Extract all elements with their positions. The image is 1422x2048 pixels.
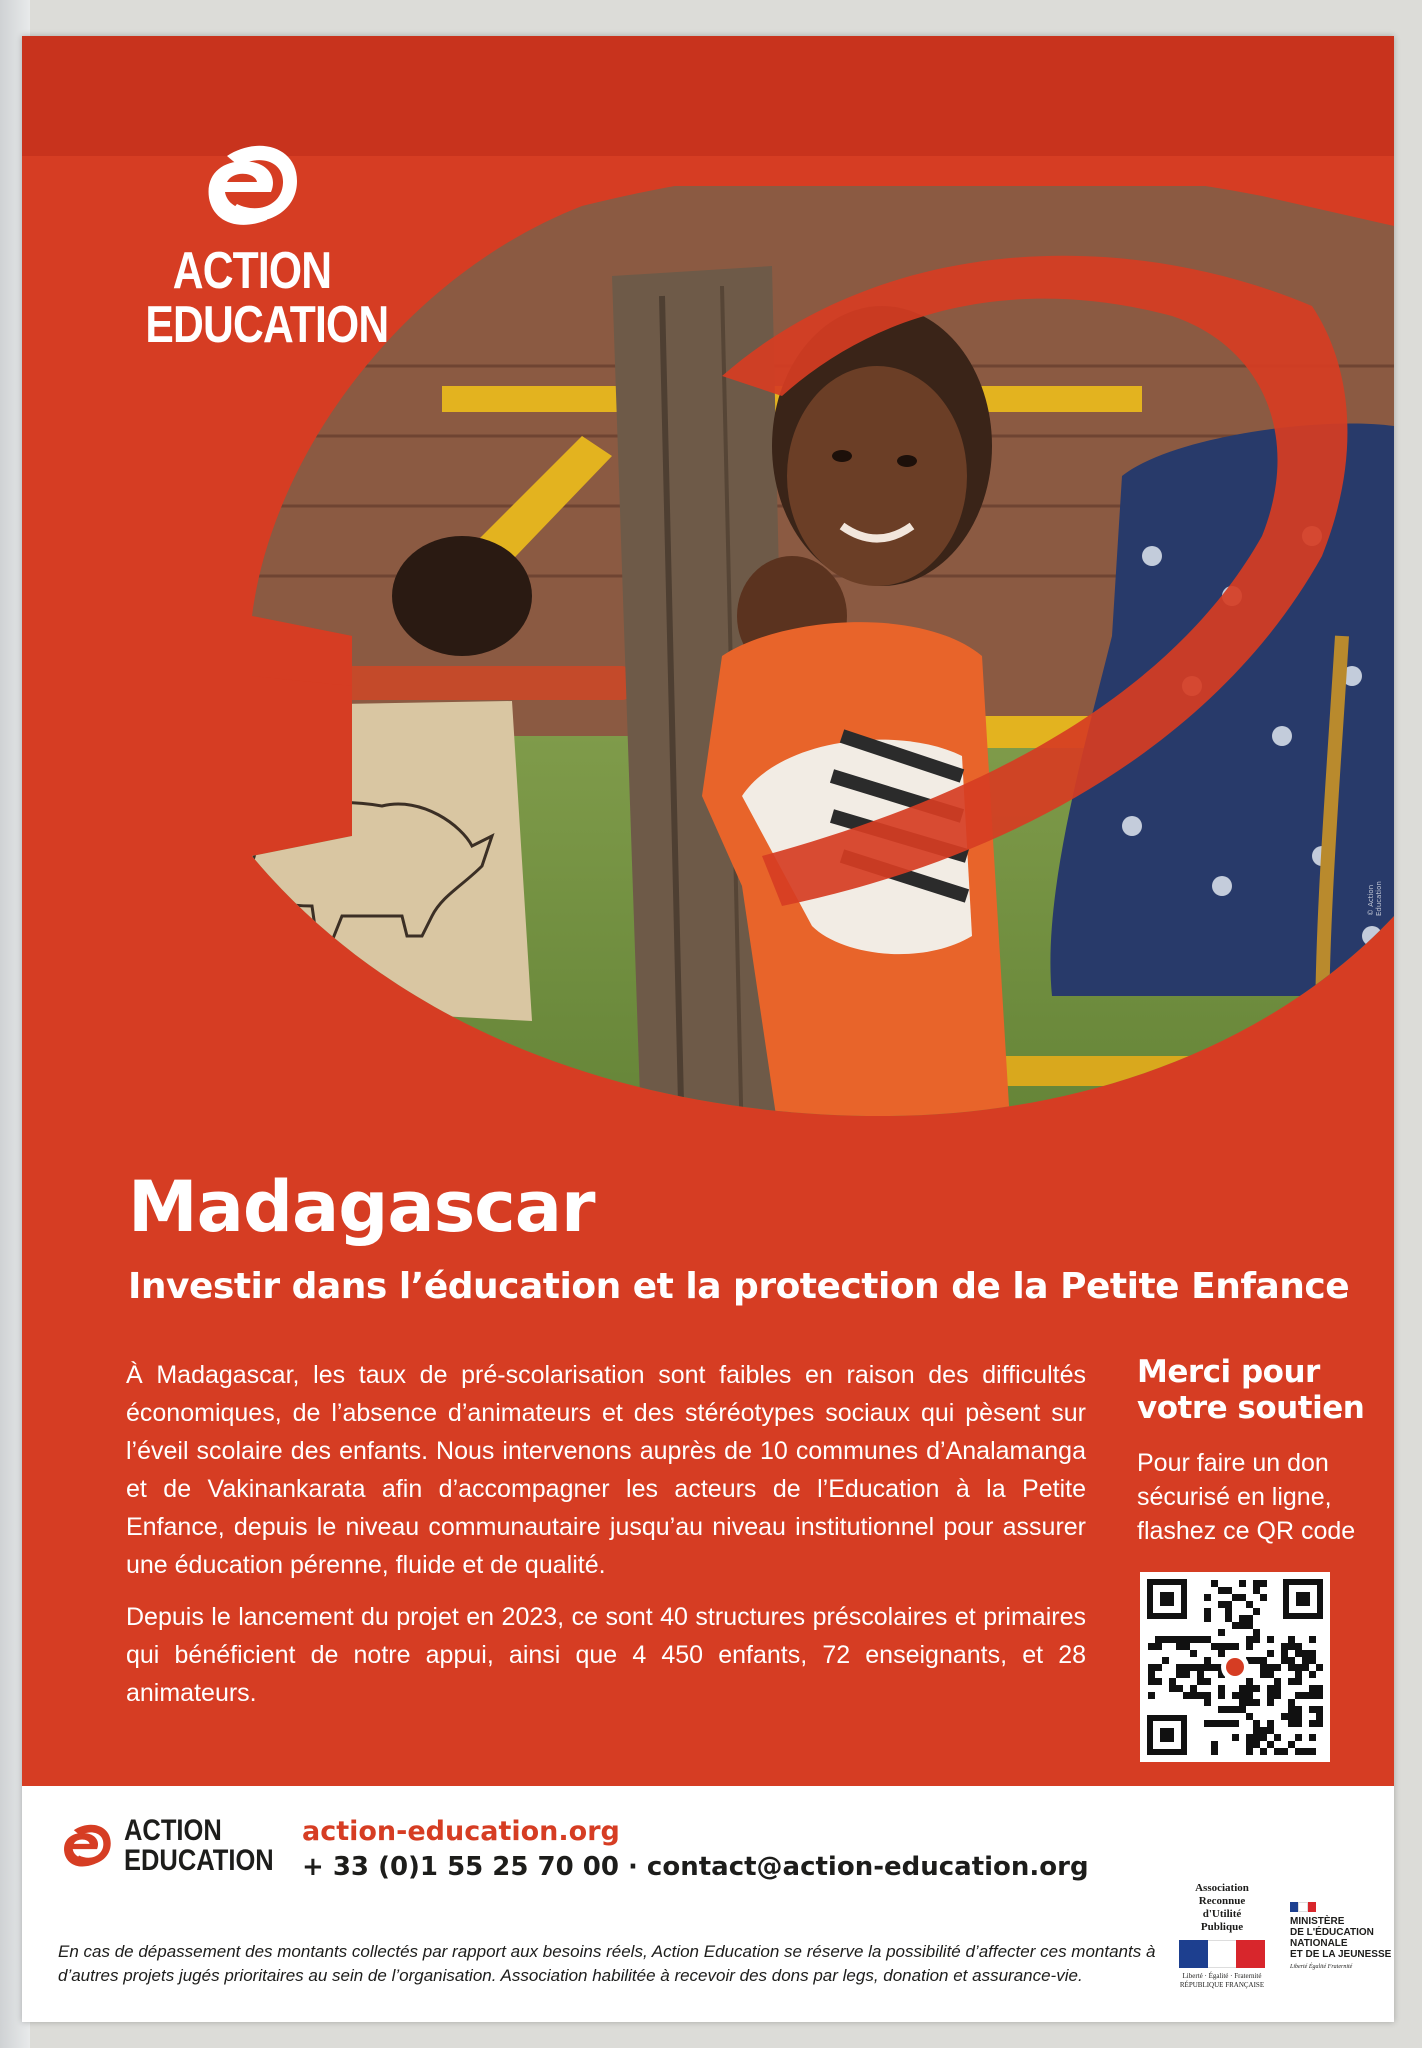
qr-module	[1204, 1699, 1211, 1706]
qr-module	[1246, 1713, 1253, 1720]
ministry-motto: Liberté Égalité Fraternité	[1290, 1964, 1353, 1970]
qr-module	[1288, 1636, 1295, 1643]
qr-module	[1309, 1734, 1316, 1741]
qr-module	[1246, 1734, 1253, 1741]
qr-module	[1281, 1657, 1288, 1664]
brand-e-icon	[197, 136, 307, 236]
qr-module	[1183, 1643, 1190, 1650]
qr-module	[1281, 1748, 1288, 1755]
qr-module	[1148, 1664, 1155, 1671]
qr-module	[1190, 1685, 1197, 1692]
headline-subtitle: Investir dans l’éducation et la protection de la Petite Enfance	[128, 1266, 1350, 1307]
qr-module	[1197, 1671, 1204, 1678]
qr-module	[1302, 1748, 1309, 1755]
qr-module	[1239, 1692, 1246, 1699]
aru-motto: Liberté · Égalité · Fraternité	[1182, 1972, 1262, 1980]
qr-module	[1246, 1636, 1253, 1643]
aru-badge	[1167, 1882, 1277, 1990]
qr-module	[1225, 1601, 1232, 1608]
qr-module	[1274, 1678, 1281, 1685]
qr-module	[1218, 1587, 1225, 1594]
qr-module	[1246, 1741, 1253, 1748]
qr-module	[1309, 1692, 1316, 1699]
french-flag-icon	[1179, 1940, 1265, 1968]
qr-module	[1246, 1601, 1253, 1608]
qr-module	[1295, 1748, 1302, 1755]
poster-red-panel	[22, 36, 1394, 1786]
qr-module	[1204, 1664, 1211, 1671]
qr-module	[1211, 1741, 1218, 1748]
qr-module	[1204, 1678, 1211, 1685]
qr-module	[1225, 1706, 1232, 1713]
qr-module	[1253, 1608, 1260, 1615]
qr-module	[1288, 1706, 1295, 1713]
qr-module	[1218, 1692, 1225, 1699]
qr-module	[1225, 1587, 1232, 1594]
qr-module	[1239, 1622, 1246, 1629]
qr-module	[1246, 1643, 1253, 1650]
qr-module	[1309, 1685, 1316, 1692]
qr-module	[1295, 1643, 1302, 1650]
qr-module	[1309, 1706, 1316, 1713]
qr-module	[1197, 1678, 1204, 1685]
headline-country: Madagascar	[128, 1166, 595, 1248]
ministry-logo	[1290, 1902, 1394, 1971]
qr-module	[1260, 1657, 1267, 1664]
qr-module	[1253, 1587, 1260, 1594]
qr-module	[1225, 1720, 1232, 1727]
qr-module	[1260, 1671, 1267, 1678]
qr-module	[1232, 1594, 1239, 1601]
qr-module	[1267, 1636, 1274, 1643]
body-paragraph-1: À Madagascar, les taux de pré-scolarisation sont faibles en raison des difficultés économiques, de l’absence d’animateurs et des stéréotypes sociaux qui pèsent sur l’éveil scolaire des enfants. Nous intervenons auprès de 10 communes d’Analamanga et de Vakinankarata afin d’accompagner les acteurs de l’Education à la Petite Enfance, depuis le niveau communautaire jusqu’au niveau institutionnel pour assurer une éducation pérenne, fluide et de qualité.	[126, 1361, 1086, 1579]
qr-module	[1239, 1685, 1246, 1692]
qr-module	[1148, 1643, 1155, 1650]
qr-module	[1253, 1741, 1260, 1748]
qr-module	[1288, 1657, 1295, 1664]
footer-brand-e-icon	[58, 1818, 116, 1874]
qr-module	[1288, 1643, 1295, 1650]
qr-module	[1190, 1636, 1197, 1643]
qr-module	[1162, 1636, 1169, 1643]
footer	[22, 1786, 1394, 2022]
qr-module	[1288, 1713, 1295, 1720]
qr-module	[1260, 1664, 1267, 1671]
contact-info[interactable]: + 33 (0)1 55 25 70 00 · contact@action-education.org	[302, 1852, 1089, 1882]
qr-module	[1183, 1692, 1190, 1699]
qr-module	[1295, 1678, 1302, 1685]
qr-module	[1253, 1657, 1260, 1664]
qr-module	[1190, 1650, 1197, 1657]
qr-module	[1239, 1699, 1246, 1706]
footer-brand-line1: ACTION	[124, 1814, 222, 1847]
qr-module	[1267, 1692, 1274, 1699]
qr-module	[1176, 1643, 1183, 1650]
qr-module	[1246, 1692, 1253, 1699]
qr-module	[1253, 1580, 1260, 1587]
qr-module	[1253, 1734, 1260, 1741]
qr-module	[1239, 1580, 1246, 1587]
qr-module	[1190, 1692, 1197, 1699]
qr-module	[1176, 1671, 1183, 1678]
qr-module	[1169, 1636, 1176, 1643]
qr-module	[1253, 1629, 1260, 1636]
qr-module	[1232, 1720, 1239, 1727]
qr-module	[1176, 1664, 1183, 1671]
qr-module	[1274, 1692, 1281, 1699]
qr-module	[1253, 1699, 1260, 1706]
brand-name-line1: ACTION	[172, 242, 332, 300]
qr-module	[1169, 1678, 1176, 1685]
qr-module	[1197, 1664, 1204, 1671]
qr-module	[1274, 1685, 1281, 1692]
qr-module	[1309, 1748, 1316, 1755]
qr-module	[1155, 1664, 1162, 1671]
qr-code-icon[interactable]	[1140, 1572, 1330, 1762]
qr-module	[1288, 1720, 1295, 1727]
qr-module	[1288, 1699, 1295, 1706]
qr-module	[1225, 1615, 1232, 1622]
qr-module	[1218, 1643, 1225, 1650]
qr-module	[1183, 1664, 1190, 1671]
qr-module	[1288, 1664, 1295, 1671]
qr-module	[1274, 1734, 1281, 1741]
qr-module	[1267, 1720, 1274, 1727]
qr-module	[1260, 1727, 1267, 1734]
qr-module	[1253, 1636, 1260, 1643]
aru-republic: RÉPUBLIQUE FRANÇAISE	[1179, 1981, 1265, 1989]
qr-module	[1267, 1664, 1274, 1671]
qr-module	[1267, 1650, 1274, 1657]
qr-module	[1309, 1657, 1316, 1664]
qr-module	[1183, 1671, 1190, 1678]
qr-module	[1204, 1615, 1211, 1622]
footer-brand-line2: EDUCATION	[124, 1844, 274, 1877]
donation-instructions: Pour faire un don sécurisé en ligne, flashez ce QR code	[1137, 1449, 1356, 1545]
aru-line-3: d'Utilité	[1202, 1908, 1242, 1920]
qr-module	[1148, 1678, 1155, 1685]
qr-module	[1190, 1664, 1197, 1671]
qr-module	[1281, 1713, 1288, 1720]
qr-module	[1302, 1650, 1309, 1657]
qr-module	[1295, 1671, 1302, 1678]
qr-module	[1197, 1636, 1204, 1643]
qr-module	[1204, 1594, 1211, 1601]
qr-module	[1218, 1601, 1225, 1608]
qr-module	[1232, 1643, 1239, 1650]
qr-module	[1239, 1706, 1246, 1713]
qr-module	[1218, 1706, 1225, 1713]
qr-module	[1267, 1727, 1274, 1734]
qr-module	[1246, 1748, 1253, 1755]
ministry-line-4: ET DE LA JEUNESSE	[1290, 1949, 1392, 1960]
ministry-line-3: NATIONALE	[1290, 1938, 1348, 1949]
qr-module	[1211, 1664, 1218, 1671]
qr-module	[1155, 1643, 1162, 1650]
qr-module	[1316, 1685, 1323, 1692]
disclaimer: En cas de dépassement des montants collectés par rapport aux besoins réels, Action Education se réserve la possibilité d’affecter ces montants à d’autres projets jugés prioritaires au sein de l’organisation. Association habilitée à recevoir des dons par legs, donation et assurance-vie.	[58, 1942, 1156, 1985]
qr-module	[1267, 1741, 1274, 1748]
qr-module	[1225, 1643, 1232, 1650]
qr-module	[1316, 1706, 1323, 1713]
qr-module	[1176, 1685, 1183, 1692]
qr-module	[1204, 1636, 1211, 1643]
qr-module	[1309, 1650, 1316, 1657]
qr-module	[1176, 1636, 1183, 1643]
poster	[22, 36, 1394, 2022]
qr-module	[1316, 1720, 1323, 1727]
qr-module	[1295, 1720, 1302, 1727]
qr-module	[1288, 1678, 1295, 1685]
qr-module	[1218, 1650, 1225, 1657]
qr-module	[1295, 1650, 1302, 1657]
qr-module	[1232, 1622, 1239, 1629]
aru-line-4: Publique	[1200, 1921, 1244, 1933]
qr-module	[1246, 1622, 1253, 1629]
qr-module	[1316, 1664, 1323, 1671]
qr-module	[1246, 1615, 1253, 1622]
qr-module	[1309, 1720, 1316, 1727]
qr-module	[1260, 1734, 1267, 1741]
qr-module	[1267, 1699, 1274, 1706]
aru-line-2: Reconnue	[1198, 1895, 1246, 1907]
qr-module	[1295, 1664, 1302, 1671]
qr-module	[1260, 1580, 1267, 1587]
qr-module	[1316, 1713, 1323, 1720]
qr-module	[1169, 1685, 1176, 1692]
qr-module	[1218, 1685, 1225, 1692]
qr-module	[1302, 1664, 1309, 1671]
qr-module	[1295, 1706, 1302, 1713]
qr-module	[1281, 1643, 1288, 1650]
qr-module	[1162, 1657, 1169, 1664]
qr-module	[1246, 1685, 1253, 1692]
qr-module	[1274, 1664, 1281, 1671]
qr-module	[1316, 1692, 1323, 1699]
qr-module	[1267, 1685, 1274, 1692]
qr-module	[1218, 1720, 1225, 1727]
qr-module	[1246, 1699, 1253, 1706]
qr-module	[1155, 1678, 1162, 1685]
qr-module	[1267, 1671, 1274, 1678]
qr-module	[1155, 1636, 1162, 1643]
qr-module	[1253, 1685, 1260, 1692]
footer-brand-logo	[58, 1816, 300, 1876]
qr-module	[1274, 1748, 1281, 1755]
qr-module	[1288, 1741, 1295, 1748]
qr-module	[1232, 1734, 1239, 1741]
brand-name-line2: EDUCATION	[145, 296, 389, 354]
qr-module	[1239, 1594, 1246, 1601]
brand-logo	[122, 136, 389, 354]
ministry-line-1: MINISTÈRE	[1290, 1916, 1345, 1927]
qr-module	[1295, 1692, 1302, 1699]
ministry-flag-icon	[1290, 1902, 1316, 1912]
qr-module	[1302, 1657, 1309, 1664]
qr-module	[1232, 1692, 1239, 1699]
qr-module	[1148, 1671, 1155, 1678]
qr-module	[1225, 1608, 1232, 1615]
thanks-heading: Merci pour votre soutien	[1137, 1354, 1365, 1426]
qr-module	[1246, 1678, 1253, 1685]
qr-module	[1148, 1692, 1155, 1699]
qr-module	[1204, 1692, 1211, 1699]
qr-module	[1204, 1657, 1211, 1664]
qr-module	[1211, 1748, 1218, 1755]
qr-module	[1218, 1629, 1225, 1636]
qr-module	[1239, 1615, 1246, 1622]
qr-module	[1295, 1713, 1302, 1720]
qr-module	[1211, 1580, 1218, 1587]
aru-line-1: Association	[1195, 1882, 1249, 1894]
qr-module	[1281, 1650, 1288, 1657]
qr-module	[1302, 1692, 1309, 1699]
ministry-line-2: DE L'ÉDUCATION	[1290, 1927, 1374, 1938]
qr-module	[1204, 1720, 1211, 1727]
qr-module	[1232, 1706, 1239, 1713]
qr-module	[1309, 1671, 1316, 1678]
qr-module	[1260, 1594, 1267, 1601]
qr-module	[1197, 1692, 1204, 1699]
qr-module	[1211, 1720, 1218, 1727]
body-paragraph-2: Depuis le lancement du projet en 2023, ce sont 40 structures préscolaires et primaires qui bénéficient de notre appui, ainsi que 4 450 enfants, 72 enseignants, et 28 animateurs.	[126, 1603, 1086, 1707]
qr-module	[1204, 1608, 1211, 1615]
qr-module	[1309, 1636, 1316, 1643]
photo-credit: © Action Education	[1367, 881, 1383, 916]
qr-module	[1253, 1720, 1260, 1727]
qr-module	[1183, 1636, 1190, 1643]
qr-module	[1211, 1643, 1218, 1650]
qr-module	[1295, 1734, 1302, 1741]
qr-module	[1260, 1748, 1267, 1755]
qr-module	[1253, 1727, 1260, 1734]
website-link[interactable]: action-education.org	[302, 1816, 620, 1847]
body-text	[126, 1356, 1086, 1726]
